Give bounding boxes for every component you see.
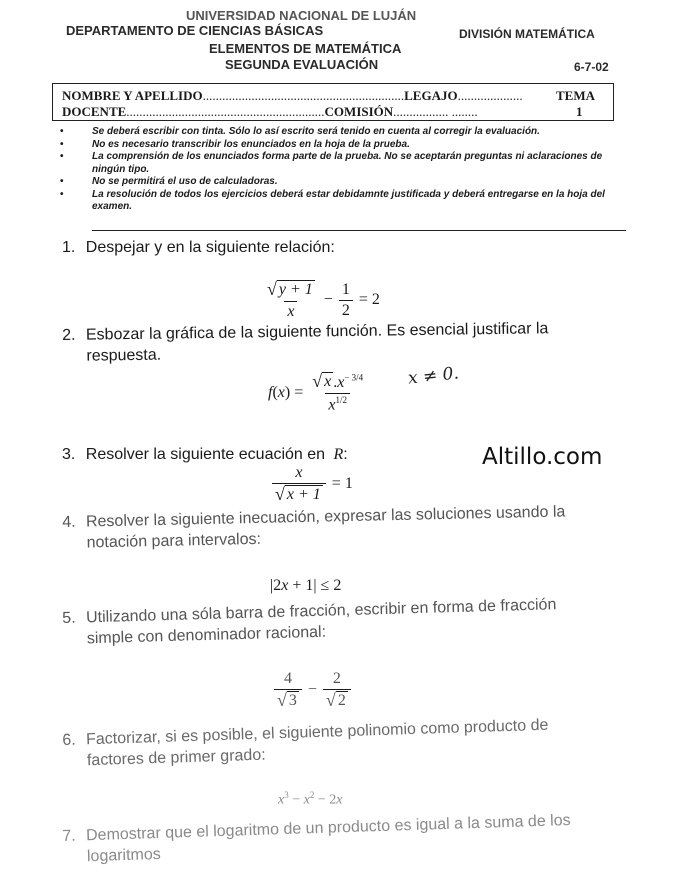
question-text: Factorizar, si es posible, el siguiente polinomio como producto de	[85, 716, 549, 749]
department-name: DEPARTAMENTO DE CIENCIAS BÁSICAS	[66, 23, 324, 38]
question-number: 7.	[62, 827, 76, 845]
equation-1: √ y + 1 x − $\frac{1}{2}$ = 2	[267, 279, 380, 320]
course-name: ELEMENTOS DE MATEMÁTICA	[209, 41, 402, 56]
question-number: 5.	[62, 609, 76, 627]
question-text-cont: factores de primer grado:	[86, 746, 266, 770]
polynomial-6: $x^3 - x^2 - 2x$	[278, 790, 343, 808]
question-5	[62, 591, 663, 650]
exam-rules	[60, 126, 620, 214]
question-text-cont: respuesta.	[86, 346, 162, 365]
expression-5: 4 √ 3 − 2 √ 2	[272, 670, 353, 711]
legajo-label: LEGAJO	[404, 88, 458, 103]
question-text: Resolver la siguiente inecuación, expresar las soluciones usando la	[85, 503, 566, 531]
rules-divider	[92, 230, 626, 231]
watermark: Altillo.com	[482, 444, 603, 470]
question-4	[62, 499, 663, 554]
question-2	[62, 317, 663, 367]
exam-date: 6-7-02	[574, 60, 609, 74]
question-number: 2.	[62, 326, 76, 344]
docente-field[interactable]: .............................................................	[126, 104, 325, 119]
question-6	[62, 711, 663, 772]
rule-item: • La resolución de todos los ejercicios deberá estar debidamnte justificada y deberá entregarse en la hoja del examen.	[60, 188, 605, 212]
inequality-4: |2x + 1| ≤ 2	[270, 577, 342, 594]
question-text: Despejar y en la siguiente relación:	[85, 239, 335, 256]
tema-label: TEMA	[556, 88, 595, 103]
name-field[interactable]: ..............................................................	[202, 88, 405, 103]
rule-item: • No se permitirá el uso de calculadoras.	[60, 176, 278, 187]
question-text-cont: simple con denominador racional:	[86, 623, 327, 648]
question-text-cont: logaritmos	[86, 845, 162, 866]
tema-value: 1	[576, 104, 583, 119]
question-number: 3.	[62, 446, 76, 463]
name-row	[62, 88, 523, 104]
equation-3: x √ x + 1 = 1	[270, 464, 353, 505]
question-3: 3. Resolver la siguiente ecuación en R:	[62, 446, 348, 463]
docente-row	[62, 104, 478, 120]
question-text: Demostrar que el logaritmo de un producto es igual a la suma de los	[85, 812, 571, 845]
exam-title: SEGUNDA EVALUACIÓN	[225, 57, 379, 72]
question-text: Resolver la siguiente ecuación en	[85, 446, 326, 463]
rule-item: • La comprensión de los enunciados forma parte de la prueba. No se aceptarán preguntas ni aclaraciones de ningún tipo.	[60, 151, 603, 175]
handwritten-note: x ≠ 0.	[407, 363, 460, 389]
name-label: NOMBRE Y APELLIDO	[62, 88, 203, 103]
equation-2: f(x) = √ x $.x^{- 3/4}$ $x^{1/2}$	[268, 371, 364, 414]
question-number: 4.	[62, 513, 76, 531]
question-text-cont: notación para intervalos:	[86, 530, 262, 552]
rule-item: • Se deberá escribir con tinta. Sólo lo así escrito será tenido en cuenta al corregir la evaluación.	[60, 126, 540, 137]
question-7	[62, 807, 678, 868]
question-text: Utilizando una sóla barra de fracción, escribir en forma de fracción	[85, 596, 557, 627]
question-1	[62, 237, 335, 258]
comision-field[interactable]: ................. ........	[393, 104, 478, 119]
docente-label: DOCENTE	[62, 104, 127, 119]
legajo-field[interactable]: ....................	[457, 88, 523, 103]
real-set-symbol: R	[333, 446, 344, 463]
university-name: UNIVERSIDAD NACIONAL DE LUJÁN	[186, 8, 417, 23]
question-number: 6.	[62, 731, 76, 749]
question-number: 1.	[62, 239, 76, 256]
comision-label: COMISIÓN	[324, 104, 394, 119]
question-text: Esbozar la gráfica de la siguiente función. Es esencial justificar la	[85, 320, 549, 344]
rule-item: • No es necesario transcribir los enunciados en la hoja de la prueba.	[60, 138, 410, 150]
division-name: DIVISIÓN MATEMÁTICA	[459, 27, 595, 41]
